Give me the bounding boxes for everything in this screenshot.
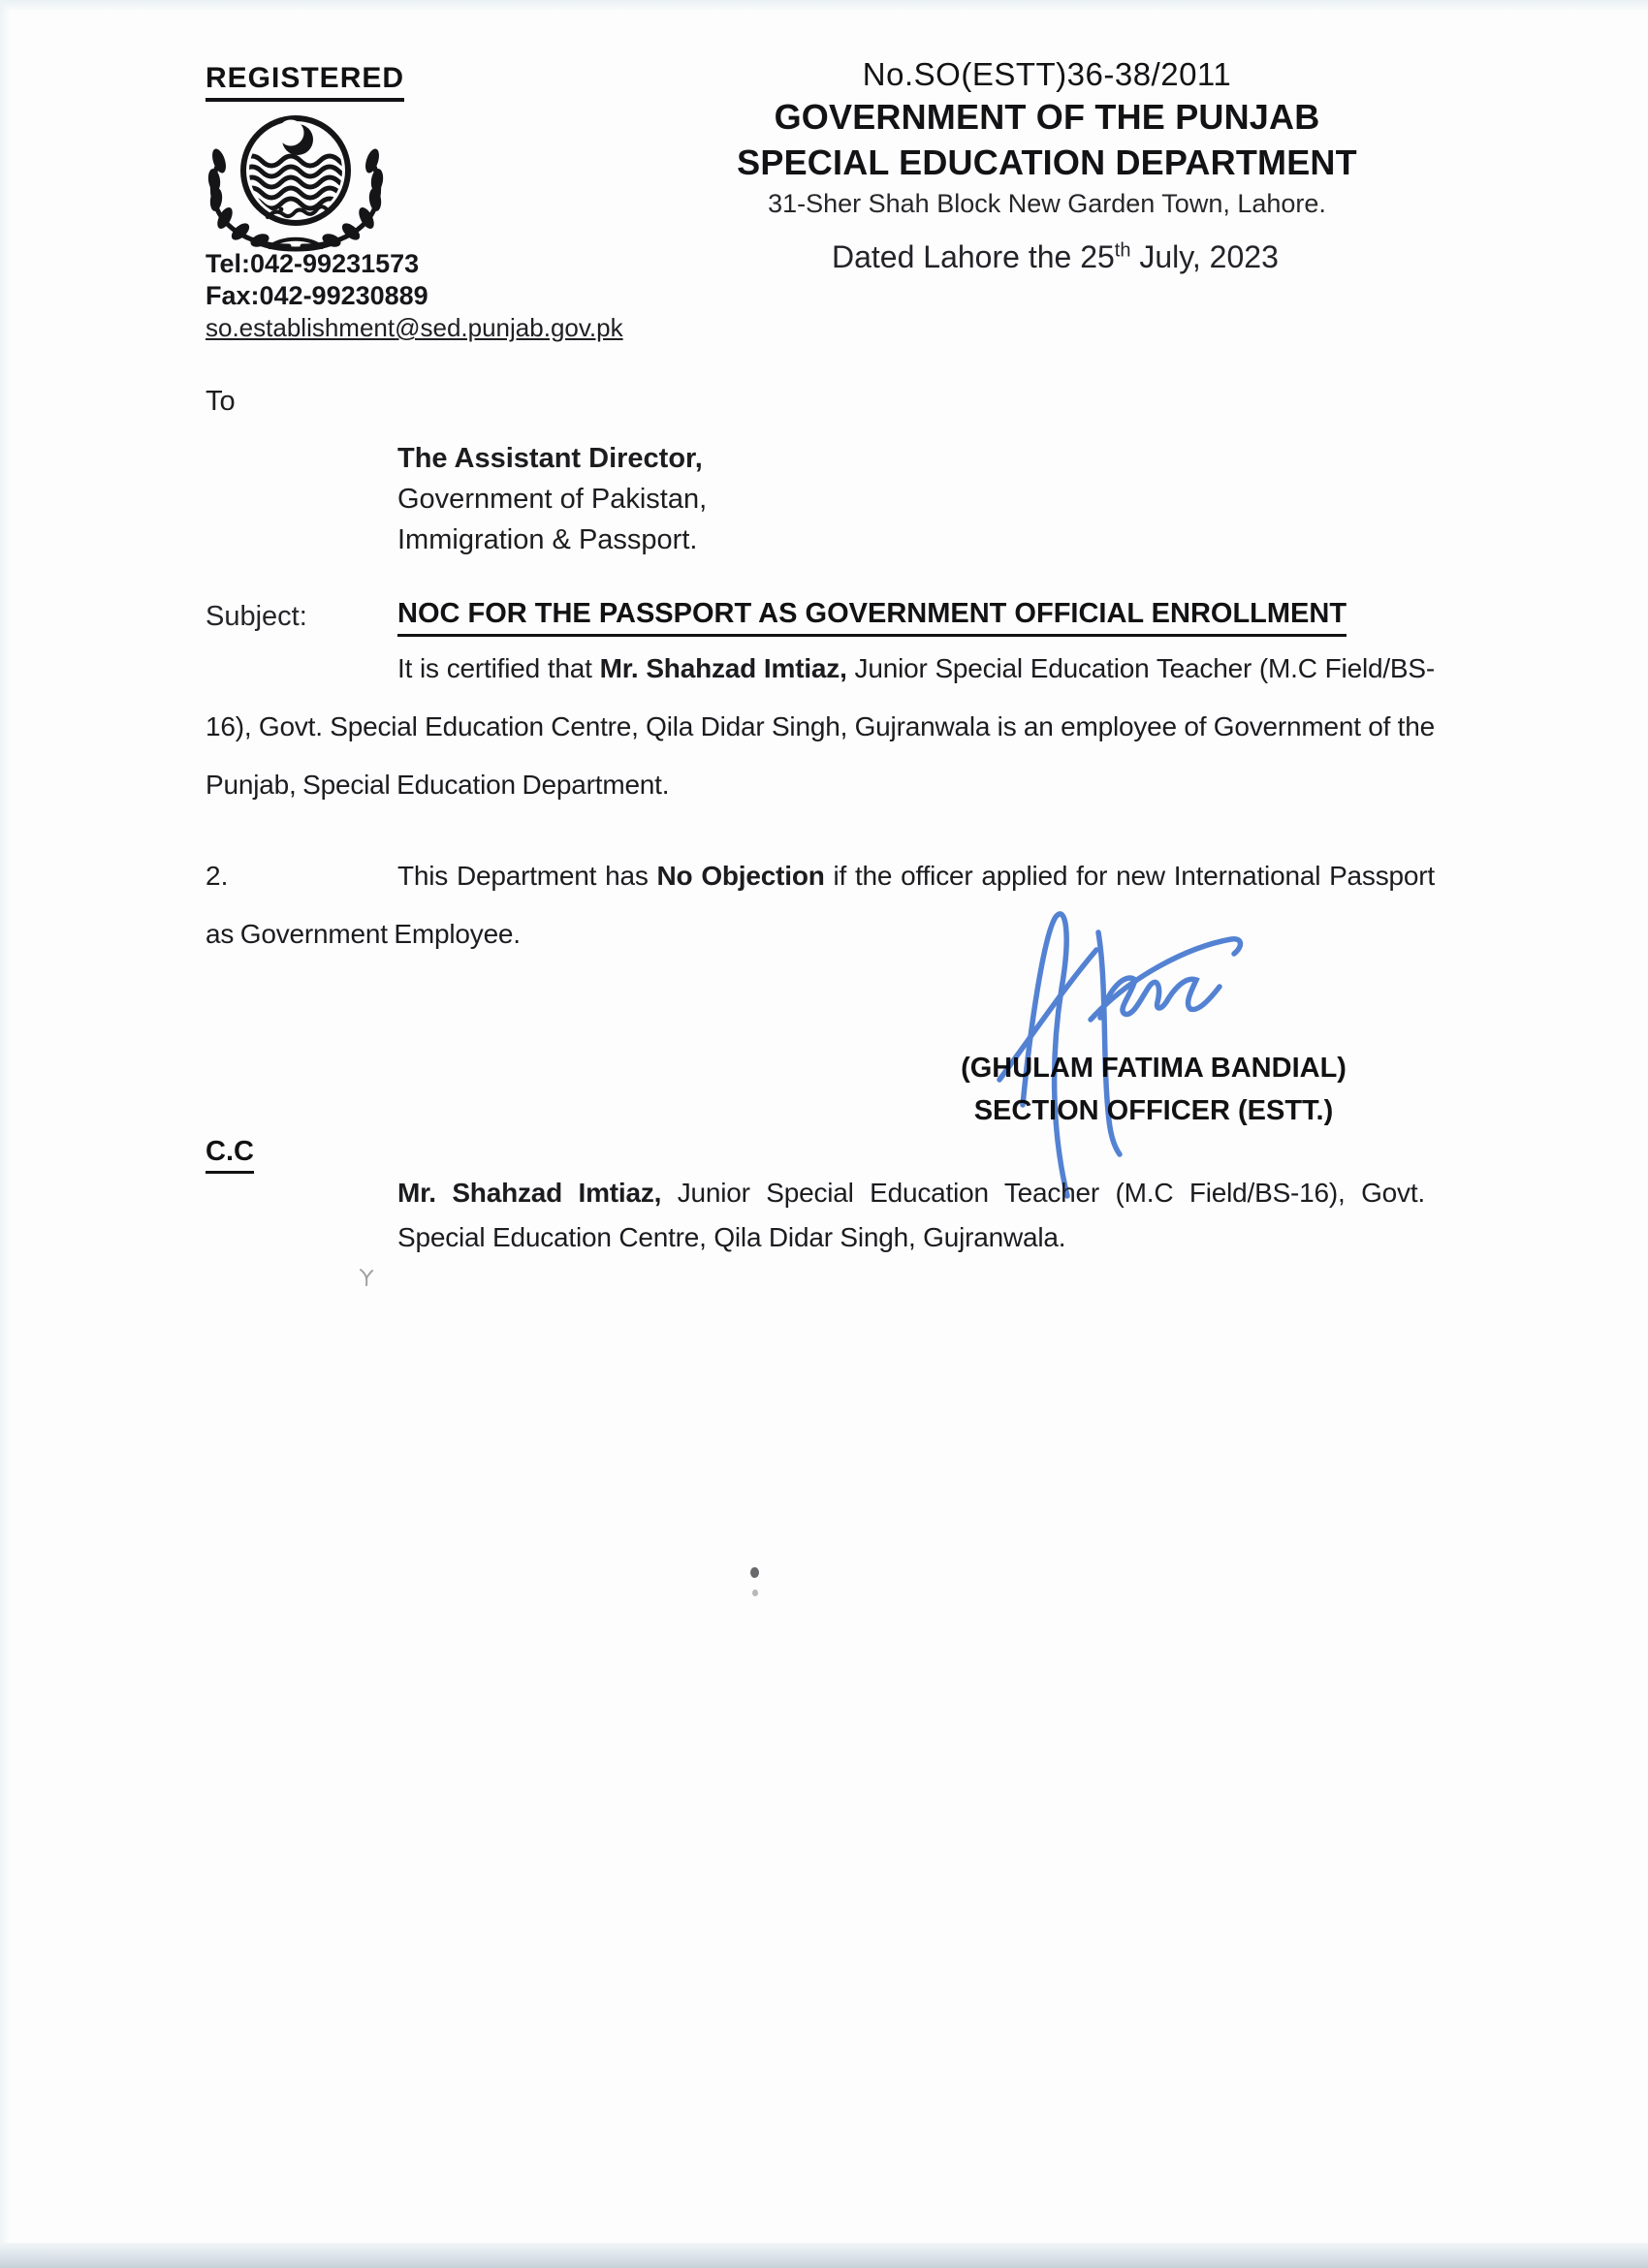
- paragraph-2-number: 2.: [206, 861, 229, 891]
- subject-label: Subject:: [206, 601, 307, 632]
- body-paragraph-1: It is certified that Mr. Shahzad Imtiaz, Junior Special Education Teacher (M.C Field/BS-16), Govt. Special Education Centre, Qila Didar Singh, Gujranwala is an employee of Government of the Punjab, Special Education Department.: [206, 653, 1435, 800]
- recipient-block: [397, 438, 707, 560]
- cc-paragraph: Mr. Shahzad Imtiaz, Junior Special Education Teacher (M.C Field/BS-16), Govt. Special Education Centre, Qila Didar Singh, Gujranwala.: [397, 1178, 1425, 1252]
- scan-artifact-speck-faint: [752, 1590, 758, 1596]
- subject-text: NOC FOR THE PASSPORT AS GOVERNMENT OFFICIAL ENROLLMENT: [397, 598, 1347, 637]
- department-line-2: SPECIAL EDUCATION DEPARTMENT: [737, 142, 1357, 182]
- signatory-title: SECTION OFFICER (ESTT.): [973, 1095, 1334, 1126]
- registered-label: REGISTERED: [206, 62, 404, 102]
- cc-label: C.C: [206, 1136, 254, 1174]
- email-line: so.establishment@sed.punjab.gov.pk: [206, 313, 623, 342]
- recipient-line-3: Immigration & Passport.: [397, 524, 698, 555]
- scan-edge-bottom: [0, 2243, 1648, 2268]
- date-line: [832, 239, 1279, 275]
- date-suffix: July, 2023: [1130, 239, 1279, 274]
- scan-edge-top: [0, 0, 1648, 12]
- department-line-1: GOVERNMENT OF THE PUNJAB: [774, 97, 1320, 137]
- recipient-line-1: The Assistant Director,: [397, 443, 703, 474]
- to-label: To: [206, 386, 236, 417]
- letterhead-right: [669, 56, 1425, 219]
- punjab-government-crest-icon: [184, 105, 407, 252]
- date-ordinal: th: [1114, 239, 1131, 262]
- signature-block: [892, 1053, 1415, 1127]
- body-paragraph-2: This Department has No Objection if the officer applied for new International Passport as Government Employee.: [206, 861, 1435, 949]
- scan-artifact-speck: [750, 1567, 759, 1578]
- reference-number: No.SO(ESTT)36-38/2011: [862, 56, 1232, 92]
- recipient-line-2: Government of Pakistan,: [397, 484, 708, 515]
- tel-line: Tel:042-99231573: [206, 249, 420, 278]
- date-prefix: Dated Lahore the 25: [832, 239, 1115, 274]
- scan-artifact-squiggle: [357, 1266, 378, 1291]
- scan-edge-left: [0, 0, 10, 2268]
- fax-line: Fax:042-99230889: [206, 281, 428, 310]
- signatory-name: (GHULAM FATIMA BANDIAL): [961, 1053, 1347, 1084]
- department-address: 31-Sher Shah Block New Garden Town, Lahore.: [768, 189, 1326, 218]
